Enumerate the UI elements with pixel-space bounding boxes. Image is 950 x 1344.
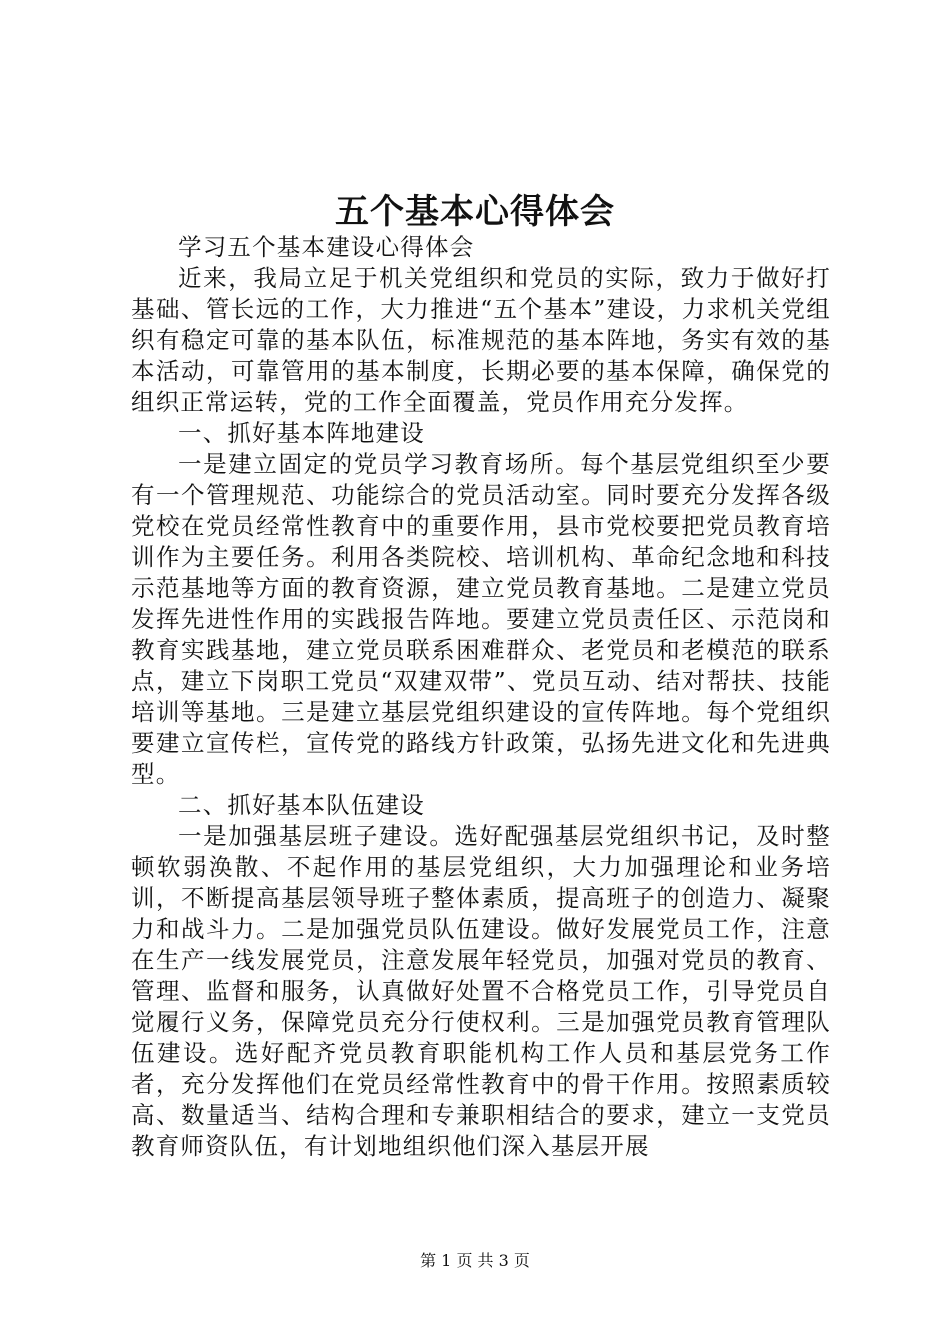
section-1-paragraph: 一是建立固定的党员学习教育场所。每个基层党组织至少要有一个管理规范、功能综合的党员活动室。同时要充分发挥各级党校在党员经常性教育中的重要作用，县市党校要把党员教育培训作为主要任务。利用各类院校、培训机构、革命纪念地和科技示范基地等方面的教育资源，建立党员教育基地。二是建立党员发挥先进性作用的实践报告阵地。要建立党员责任区、示范岗和教育实践基地，建立党员联系困难群众、老党员和老模范的联系点，建立下岗职工党员“双建双带”、党员互动、结对帮扶、技能培训等基地。三是建立基层党组织建设的宣传阵地。每个党组织要建立宣传栏，宣传党的路线方针政策，弘扬先进文化和先进典型。	[131, 450, 831, 788]
intro-paragraph: 近来，我局立足于机关党组织和党员的实际，致力于做好打基础、管长远的工作，大力推进“五个基本”建设，力求机关党组织有稳定可靠的基本队伍，标准规范的基本阵地，务实有效的基本活动，可靠管用的基本制度，长期必要的基本保障，确保党的组织正常运转，党的工作全面覆盖，党员作用充分发挥。	[131, 264, 831, 416]
section-heading-1: 一、抓好基本阵地建设	[178, 419, 425, 447]
page-number-footer: 第 1 页 共 3 页	[420, 1251, 530, 1270]
document-body	[131, 232, 831, 1162]
section-2-paragraph: 一是加强基层班子建设。选好配强基层党组织书记，及时整顿软弱涣散、不起作用的基层党组织，大力加强理论和业务培训，不断提高基层领导班子整体素质，提高班子的创造力、凝聚力和战斗力。二是加强党员队伍建设。做好发展党员工作，注意在生产一线发展党员，注意发展年轻党员，加强对党员的教育、管理、监督和服务，认真做好处置不合格党员工作，引导党员自觉履行义务，保障党员充分行使权利。三是加强党员教育管理队伍建设。选好配齐党员教育职能机构工作人员和基层党务工作者，充分发挥他们在党员经常性教育中的骨干作用。按照素质较高、数量适当、结构合理和专兼职相结合的要求，建立一支党员教育师资队伍，有计划地组织他们深入基层开展	[131, 822, 831, 1160]
page-title: 五个基本心得体会	[335, 192, 615, 232]
section-heading-2: 二、抓好基本队伍建设	[178, 791, 425, 819]
subtitle-paragraph: 学习五个基本建设心得体会	[178, 233, 475, 261]
